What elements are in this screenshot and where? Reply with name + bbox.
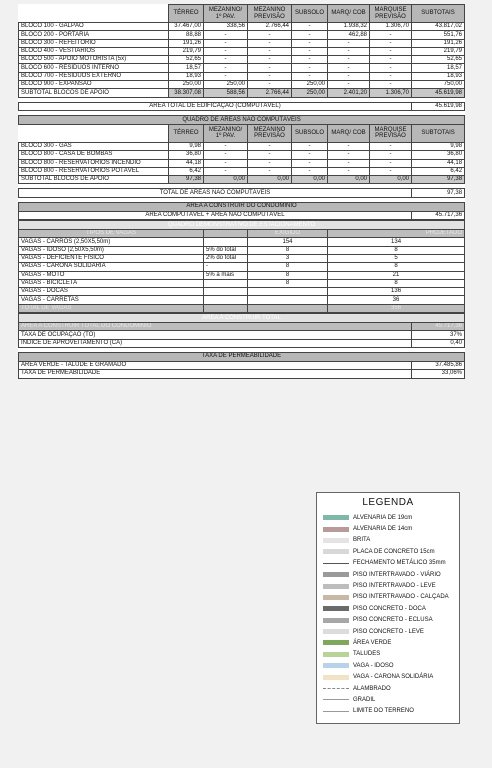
row-value: - xyxy=(370,72,412,80)
legend-item xyxy=(317,660,459,671)
row-value: - xyxy=(328,47,370,55)
table-row xyxy=(19,304,465,312)
computable-area-table xyxy=(18,4,465,115)
row-value: - xyxy=(204,64,248,72)
row-value: - xyxy=(248,56,292,64)
row-label: BLOCO 800 - RESERVATÓRIOS INCÊNDIO xyxy=(19,159,169,167)
row-value: - xyxy=(248,39,292,47)
total-non-computable-value: 97,38 xyxy=(412,189,465,197)
parking-required xyxy=(248,288,328,296)
parking-header-row xyxy=(19,230,465,238)
table-row xyxy=(19,142,465,150)
legend-label: VAGA - CARONA SOLIDÁRIA xyxy=(353,674,434,681)
row-value: - xyxy=(292,39,328,47)
row-value: 18,57 xyxy=(169,64,204,72)
indices-title: ÁREA A CONSTRUIR TOTAL xyxy=(19,314,465,323)
table-row xyxy=(19,167,465,175)
computable-area-rows xyxy=(19,23,465,89)
table-row xyxy=(19,31,465,39)
parking-type: VAGAS - CARROS (2,50X5,50m) xyxy=(19,238,204,246)
row-value: - xyxy=(248,47,292,55)
row-value: - xyxy=(204,31,248,39)
permeability-title: TAXA DE PERMEABILIDADE xyxy=(19,352,465,361)
row-value: 250,00 xyxy=(169,81,204,89)
subtotal-cell: 0,00 xyxy=(248,176,292,184)
parking-col-projetado: PROJETADO xyxy=(328,230,465,238)
parking-rule: 2% do total xyxy=(204,254,248,262)
legend-items xyxy=(317,512,459,717)
subtotal-cell: 588,56 xyxy=(204,89,248,97)
table-row xyxy=(19,288,465,296)
subtotal-cell: 0,00 xyxy=(204,176,248,184)
row-value: - xyxy=(370,56,412,64)
legend-swatch-icon xyxy=(323,640,349,645)
parking-rows xyxy=(19,238,465,313)
row-value: 18,57 xyxy=(412,64,465,72)
header-marquise-previsao: MARQUISE PREVISÃO xyxy=(370,124,412,142)
row-value: - xyxy=(328,142,370,150)
legend-label: LIMITE DO TERRENO xyxy=(353,708,414,715)
subtotal-cell: 0,00 xyxy=(370,176,412,184)
non-computable-rows xyxy=(19,142,465,175)
legend-label: FECHAMENTO METÁLICO 35mm xyxy=(353,560,446,567)
header-marq-cob: MARQ/ COB xyxy=(328,124,370,142)
table-row xyxy=(19,323,465,331)
subtotal-cell: 1.306,70 xyxy=(370,89,412,97)
subtotal-label: SUBTOTAL BLOCOS DE APOIO xyxy=(19,89,169,97)
legend-item xyxy=(317,558,459,569)
subtotal-cell: 97,38 xyxy=(169,176,204,184)
row-value: 0,40 xyxy=(412,339,465,347)
legend-label: PISO CONCRETO - ECLUSA xyxy=(353,617,433,624)
row-label: TAXA DE OCUPAÇÃO (TO) xyxy=(19,331,412,339)
row-value: - xyxy=(370,142,412,150)
legend-label: ALVENARIA DE 14cm xyxy=(353,526,413,533)
row-value: - xyxy=(204,159,248,167)
header-terreo: TÉRREO xyxy=(169,5,204,23)
legend-swatch-icon xyxy=(323,711,349,712)
subtotal-cell: 2.401,20 xyxy=(328,89,370,97)
parking-table xyxy=(18,220,465,313)
table-row xyxy=(19,39,465,47)
row-value: 18,93 xyxy=(412,72,465,80)
row-label: BLOCO 800 - RESERVATÓRIOS POTÁVEL xyxy=(19,167,169,175)
legend-title: LEGENDA xyxy=(362,497,414,508)
total-edification-value: 45.619,98 xyxy=(412,102,465,110)
row-value: - xyxy=(248,31,292,39)
non-computable-area-table xyxy=(18,115,465,220)
table-row xyxy=(19,64,465,72)
row-label: BLOCO 300 - GÁS xyxy=(19,142,169,150)
legend-label: BRITA xyxy=(353,537,371,544)
table-subtotal-row xyxy=(19,176,465,184)
header-subtotais: SUBTOTAIS xyxy=(412,5,465,23)
subtotal-cell: 250,00 xyxy=(292,89,328,97)
row-label: BLOCO 500 - APOIO MOTORISTA (5x) xyxy=(19,56,169,64)
row-value: - xyxy=(370,31,412,39)
row-value: 6,42 xyxy=(412,167,465,175)
row-value: - xyxy=(248,159,292,167)
row-label: BLOCO 300 - REFEITÓRIO xyxy=(19,39,169,47)
table-header-row xyxy=(19,124,465,142)
parking-rule: 5% a mais xyxy=(204,271,248,279)
row-value: 44,18 xyxy=(169,159,204,167)
legend-swatch-icon xyxy=(323,675,349,680)
row-label: BLOCO 400 - VESTIÁRIOS xyxy=(19,47,169,55)
legend-label: ALAMBRADO xyxy=(353,685,391,692)
parking-type: VAGAS - IDOSO (2,50X5,50m) xyxy=(19,246,204,254)
legend-swatch-icon xyxy=(323,572,349,577)
table-row xyxy=(19,159,465,167)
row-label: TAXA DE PERMEABILIDADE xyxy=(19,370,412,378)
table-subtotal-row xyxy=(19,89,465,97)
legend-label: PISO INTERTRAVADO - CALÇADA xyxy=(353,594,449,601)
condominio-row xyxy=(19,211,465,219)
condominio-title: ÁREA A CONSTRUIR DO CONDOMÍNIO xyxy=(19,202,465,211)
header-blank-cell xyxy=(19,5,169,23)
row-value: 2.766,44 xyxy=(248,23,292,31)
parking-rule: 5% do total xyxy=(204,246,248,254)
row-value: - xyxy=(292,151,328,159)
parking-required: 8 xyxy=(248,279,328,287)
parking-projected: 21 xyxy=(328,271,465,279)
row-value: - xyxy=(292,56,328,64)
row-value: - xyxy=(204,151,248,159)
parking-projected: 134 xyxy=(328,238,465,246)
legend-item xyxy=(317,649,459,660)
legend-swatch-icon xyxy=(323,699,349,700)
row-value: 750,00 xyxy=(412,81,465,89)
parking-type: TOTAL DE VAGAS xyxy=(19,304,204,312)
row-value: - xyxy=(328,64,370,72)
legend-label: ÁREA VERDE xyxy=(353,639,392,646)
legend-item xyxy=(317,580,459,591)
row-value: 6,42 xyxy=(169,167,204,175)
permeability-rows xyxy=(19,361,465,378)
legend-label: VAGA - IDOSO xyxy=(353,662,394,669)
row-value: 36,80 xyxy=(412,151,465,159)
parking-required: 8 xyxy=(248,263,328,271)
row-value: 33,06% xyxy=(412,370,465,378)
row-label: ÁREA VERDE - TALUDE E GRAMADO xyxy=(19,361,412,369)
table-row xyxy=(19,271,465,279)
table-row xyxy=(19,151,465,159)
row-value: - xyxy=(328,167,370,175)
legend-swatch-icon xyxy=(323,629,349,634)
legend-item xyxy=(317,626,459,637)
row-label: BLOCO 200 - PORTARIA xyxy=(19,31,169,39)
table-row xyxy=(19,370,465,378)
row-value: 9,98 xyxy=(169,142,204,150)
parking-projected: 136 xyxy=(328,288,465,296)
subtotal-label: SUBTOTAL BLOCOS DE APOIO xyxy=(19,176,169,184)
row-value: - xyxy=(248,167,292,175)
parking-type: VAGAS - CARONA SOLIDÁRIA xyxy=(19,263,204,271)
row-value: - xyxy=(292,47,328,55)
header-mezanino-previsao: MEZANINO PREVISÃO xyxy=(248,124,292,142)
legend-item xyxy=(317,694,459,705)
legend-swatch-icon xyxy=(323,595,349,600)
legend-label: PLACA DE CONCRETO 15cm xyxy=(353,548,435,555)
row-value: - xyxy=(204,72,248,80)
row-value: - xyxy=(328,151,370,159)
legend-swatch-icon xyxy=(323,606,349,611)
row-value: - xyxy=(370,81,412,89)
row-value: - xyxy=(248,151,292,159)
legend-swatch-icon xyxy=(323,584,349,589)
parking-required xyxy=(248,296,328,304)
row-value: 250,00 xyxy=(292,81,328,89)
header-mezanino: MEZANINO/ 1º PAV. xyxy=(204,5,248,23)
table-row xyxy=(19,263,465,271)
legend-label: PISO CONCRETO - LEVE xyxy=(353,628,424,635)
legend-swatch-icon xyxy=(323,688,349,689)
row-value: - xyxy=(328,39,370,47)
parking-required: 3 xyxy=(248,254,328,262)
row-value: - xyxy=(292,159,328,167)
legend-item xyxy=(317,603,459,614)
table-row xyxy=(19,47,465,55)
row-label: BLOCO 100 - GALPÃO xyxy=(19,23,169,31)
parking-required xyxy=(248,304,328,312)
table-row xyxy=(19,56,465,64)
legend-panel xyxy=(316,492,460,724)
row-value: 219,79 xyxy=(169,47,204,55)
parking-col-exigido: EXIGIDO xyxy=(248,230,328,238)
legend-label: PISO INTERTRAVADO - VIÁRIO xyxy=(353,571,441,578)
row-label: ÍNDICE DE APROVEITAMENTO (CA) xyxy=(19,339,412,347)
legend-item xyxy=(317,569,459,580)
row-value: 37.485,86 xyxy=(412,361,465,369)
row-value: - xyxy=(292,31,328,39)
row-value: - xyxy=(204,39,248,47)
row-value: - xyxy=(248,64,292,72)
parking-required: 8 xyxy=(248,246,328,254)
parking-rule xyxy=(204,279,248,287)
parking-projected: 356 xyxy=(328,304,465,312)
row-value: - xyxy=(328,72,370,80)
table-row xyxy=(19,254,465,262)
parking-type: VAGAS - CARRETAS xyxy=(19,296,204,304)
row-value: 551,76 xyxy=(412,31,465,39)
legend-swatch-icon xyxy=(323,652,349,657)
row-value: - xyxy=(292,167,328,175)
header-subsolo: SUBSOLO xyxy=(292,5,328,23)
row-value: - xyxy=(370,167,412,175)
parking-rule: - xyxy=(204,263,248,271)
parking-rule xyxy=(204,304,248,312)
header-mezanino-previsao: MEZANINO PREVISÃO xyxy=(248,5,292,23)
total-edification-label: ÁREA TOTAL DE EDIFICAÇÃO (COMPUTÁVEL) xyxy=(19,102,412,110)
parking-required: 154 xyxy=(248,238,328,246)
row-value: - xyxy=(204,142,248,150)
parking-projected: 36 xyxy=(328,296,465,304)
condominio-label: ÁREA COMPUTÁVEL + ÁREA NÃO COMPUTÁVEL xyxy=(19,211,412,219)
table-header-row xyxy=(19,5,465,23)
legend-swatch-icon xyxy=(323,549,349,554)
header-marq-cob: MARQ/ COB xyxy=(328,5,370,23)
non-computable-title: QUADRO DE ÁREAS NÃO COMPUTÁVEIS xyxy=(19,115,465,124)
row-label: BLOCO 900 - EXPANSÃO xyxy=(19,81,169,89)
subtotal-cell: 0,00 xyxy=(292,176,328,184)
subtotal-cell: 2.766,44 xyxy=(248,89,292,97)
row-value: - xyxy=(328,159,370,167)
row-value: - xyxy=(248,142,292,150)
parking-projected: 5 xyxy=(328,254,465,262)
table-row xyxy=(19,81,465,89)
indices-rows xyxy=(19,323,465,348)
row-value: 191,26 xyxy=(412,39,465,47)
header-blank-cell xyxy=(19,124,169,142)
header-subsolo: SUBSOLO xyxy=(292,124,328,142)
parking-type: VAGAS - MOTO xyxy=(19,271,204,279)
row-value: - xyxy=(370,47,412,55)
condominio-value: 45.717,36 xyxy=(412,211,465,219)
row-value: 36,80 xyxy=(169,151,204,159)
total-edification-row xyxy=(19,102,465,110)
legend-swatch-icon xyxy=(323,515,349,520)
row-value: 37% xyxy=(412,331,465,339)
legend-swatch-icon xyxy=(323,618,349,623)
header-terreo: TÉRREO xyxy=(169,124,204,142)
table-row xyxy=(19,72,465,80)
legend-swatch-icon xyxy=(323,538,349,543)
table-row xyxy=(19,361,465,369)
table-row xyxy=(19,246,465,254)
row-label: BLOCO 700 - RESÍDUOS EXTERNO xyxy=(19,72,169,80)
row-value: 45.717,36 xyxy=(412,323,465,331)
row-value: - xyxy=(328,56,370,64)
row-value: 1.938,32 xyxy=(328,23,370,31)
row-value: 37.467,00 xyxy=(169,23,204,31)
legend-label: GRADIL xyxy=(353,696,376,703)
parking-title: QUADRO DEMONSTRATIVO DE ESTACIONAMENTO xyxy=(19,221,465,230)
row-value: - xyxy=(370,151,412,159)
row-value: 462,88 xyxy=(328,31,370,39)
parking-projected: 8 xyxy=(328,246,465,254)
row-value: - xyxy=(204,56,248,64)
legend-item xyxy=(317,615,459,626)
total-non-computable-label: TOTAL DE ÁREAS NÃO COMPUTÁVEIS xyxy=(19,189,412,197)
table-row xyxy=(19,23,465,31)
row-value: - xyxy=(292,64,328,72)
legend-swatch-icon xyxy=(323,563,349,564)
row-value: 44,18 xyxy=(412,159,465,167)
legend-item xyxy=(317,671,459,682)
subtotal-cell: 45.619,98 xyxy=(412,89,465,97)
legend-label: PISO INTERTRAVADO - LEVE xyxy=(353,583,436,590)
parking-type: VAGAS - DEFICIENTE FÍSICO xyxy=(19,254,204,262)
row-value: - xyxy=(204,47,248,55)
area-tables-sheet xyxy=(18,4,464,379)
row-value: - xyxy=(204,167,248,175)
legend-item xyxy=(317,706,459,717)
table-row xyxy=(19,279,465,287)
row-label: ÁREA A CONSTRUIR TOTAL DO CONDOMÍNIO xyxy=(19,323,412,331)
row-value: - xyxy=(292,142,328,150)
parking-rule xyxy=(204,288,248,296)
row-value: - xyxy=(248,72,292,80)
row-value: - xyxy=(292,23,328,31)
row-value: 52,65 xyxy=(412,56,465,64)
row-value: - xyxy=(248,81,292,89)
table-row xyxy=(19,238,465,246)
header-mezanino: MEZANINO/ 1º PAV. xyxy=(204,124,248,142)
legend-item xyxy=(317,637,459,648)
header-marquise-previsao: MARQUISE PREVISÃO xyxy=(370,5,412,23)
row-value: 219,79 xyxy=(412,47,465,55)
legend-item xyxy=(317,592,459,603)
legend-swatch-icon xyxy=(323,663,349,668)
row-value: 1.306,70 xyxy=(370,23,412,31)
parking-type: VAGAS - DOCAS xyxy=(19,288,204,296)
row-value: - xyxy=(292,72,328,80)
legend-item xyxy=(317,512,459,523)
legend-swatch-icon xyxy=(323,527,349,532)
subtotal-cell: 0,00 xyxy=(328,176,370,184)
parking-projected: 8 xyxy=(328,279,465,287)
row-value: 88,88 xyxy=(169,31,204,39)
legend-item xyxy=(317,546,459,557)
row-value: 250,00 xyxy=(204,81,248,89)
row-value: 18,93 xyxy=(169,72,204,80)
row-value: - xyxy=(328,81,370,89)
legend-label: TALUDES xyxy=(353,651,381,658)
parking-required: 8 xyxy=(248,271,328,279)
parking-type: VAGAS - BICICLETA xyxy=(19,279,204,287)
indices-table xyxy=(18,313,465,378)
total-non-computable-row xyxy=(19,189,465,197)
subtotal-cell: 97,38 xyxy=(412,176,465,184)
legend-item xyxy=(317,523,459,534)
parking-rule xyxy=(204,238,248,246)
parking-col-tipos: TIPOS DE VAGAS xyxy=(19,230,204,238)
row-value: - xyxy=(370,39,412,47)
row-value: - xyxy=(370,159,412,167)
parking-rule xyxy=(204,296,248,304)
row-value: 9,98 xyxy=(412,142,465,150)
row-label: BLOCO 600 - RESÍDUOS INTERNO xyxy=(19,64,169,72)
subtotal-cell: 38.307,08 xyxy=(169,89,204,97)
table-row xyxy=(19,296,465,304)
parking-col-blank xyxy=(204,230,248,238)
row-value: 52,65 xyxy=(169,56,204,64)
row-value: - xyxy=(370,64,412,72)
table-row xyxy=(19,339,465,347)
row-value: 43.817,02 xyxy=(412,23,465,31)
row-label: BLOCO 800 - CASA DE BOMBAS xyxy=(19,151,169,159)
legend-item xyxy=(317,535,459,546)
legend-label: ALVENARIA DE 19cm xyxy=(353,514,413,521)
row-value: 338,56 xyxy=(204,23,248,31)
legend-item xyxy=(317,683,459,694)
header-subtotais: SUBTOTAIS xyxy=(412,124,465,142)
parking-projected: 8 xyxy=(328,263,465,271)
row-value: 191,26 xyxy=(169,39,204,47)
table-row xyxy=(19,331,465,339)
legend-label: PISO CONCRETO - DOCA xyxy=(353,605,426,612)
